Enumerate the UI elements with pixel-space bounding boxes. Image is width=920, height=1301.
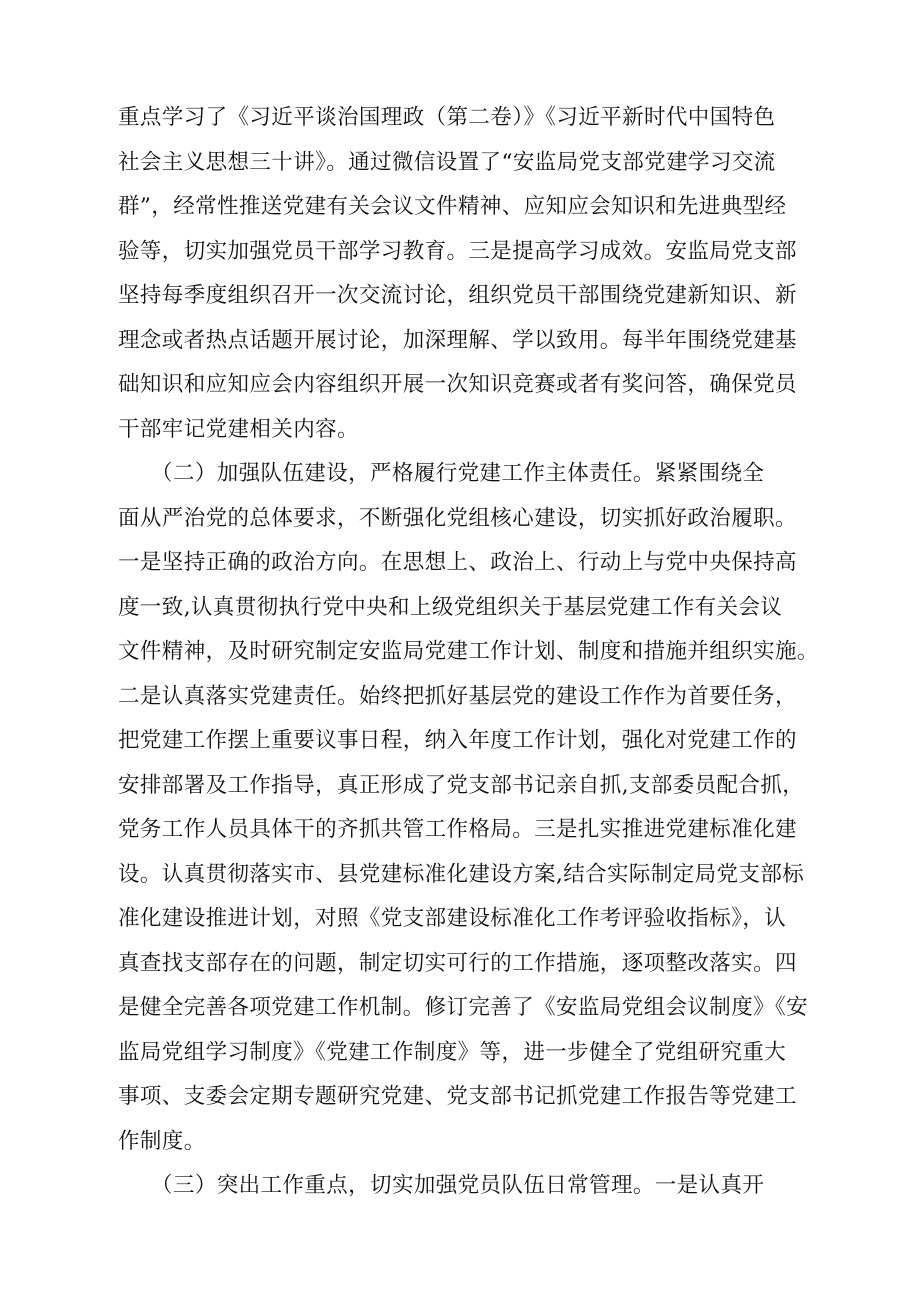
text-line: 准化建设推进计划，对照《党支部建设标准化工作考评验收指标》，认 (118, 906, 787, 931)
text-line: 文件精神，及时研究制定安监局党建工作计划、制度和措施并组织实施。 (118, 639, 819, 664)
text-line: 监局党组学习制度》《党建工作制度》等，进一步健全了党组研究重大 (118, 1039, 787, 1065)
text-line: 安排部署及工作指导，真正形成了党支部书记亲自抓,支部委员配合抓， (118, 772, 805, 798)
text-line: 是健全完善各项党建工作机制。修订完善了《安监局党组会议制度》《安 (118, 995, 809, 1020)
text-line: 础知识和应知应会内容组织开展一次知识竞赛或者有奖问答，确保党员 (118, 372, 797, 397)
text-line: 度一致,认真贯彻执行党中央和上级党组织关于基层党建工作有关会议 (118, 594, 783, 620)
text-line: 重点学习了《习近平谈治国理政（第二卷）》《习近平新时代中国特色 (118, 105, 776, 130)
section-heading-line: （三）突出工作重点，切实加强党员队伍日常管理。一是认真开 (118, 1173, 765, 1198)
text-line: 党务工作人员具体干的齐抓共管工作格局。三是扎实推进党建标准化建 (118, 817, 797, 842)
text-line: 设。认真贯彻落实市、县党建标准化建设方案,结合实际制定局党支部标 (118, 861, 805, 887)
text-line: 事项、支委会定期专题研究党建、党支部书记抓党建工作报告等党建工 (118, 1084, 797, 1109)
text-line: 把党建工作摆上重要议事日程，纳入年度工作计划，强化对党建工作的 (118, 728, 797, 753)
text-line: 面从严治党的总体要求，不断强化党组核心建设，切实抓好政治履职。 (118, 505, 797, 531)
text-line: 社会主义思想三十讲》。通过微信设置了“安监局党支部党建学习交流 (118, 149, 776, 175)
text-line: 理念或者热点话题开展讨论，加深理解、学以致用。每半年围绕党建基 (118, 327, 797, 353)
text-line: 群”，经常性推送党建有关会议文件精神、应知应会知识和先进典型经 (118, 194, 787, 219)
text-line: 干部牢记党建相关内容。 (118, 416, 359, 442)
body-text (118, 96, 818, 1209)
text-line: 真查找支部存在的问题，制定切实可行的工作措施，逐项整改落实。四 (118, 950, 797, 976)
text-line: 验等，切实加强党员干部学习教育。三是提高学习成效。安监局党支部 (118, 238, 797, 264)
text-line: 坚持每季度组织召开一次交流讨论，组织党员干部围绕党建新知识、新 (118, 283, 797, 308)
text-line: 作制度。 (118, 1128, 206, 1154)
text-line: 二是认真落实党建责任。始终把抓好基层党的建设工作作为首要任务， (118, 683, 797, 709)
section-heading-line: （二）加强队伍建设，严格履行党建工作主体责任。紧紧围绕全 (118, 461, 765, 486)
text-line: 一是坚持正确的政治方向。在思想上、政治上、行动上与党中央保持高 (118, 550, 797, 575)
